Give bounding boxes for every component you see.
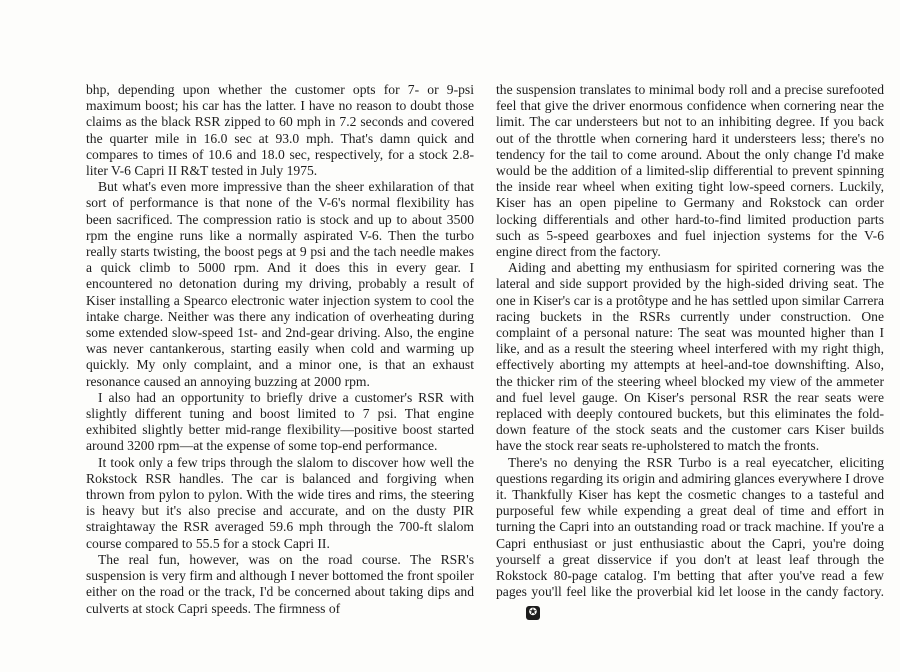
left-column — [86, 82, 474, 617]
paragraph: The real fun, however, was on the road course. The RSR's suspension is very firm and although I never bottomed the front spoiler either on the road or the track, I'd be concerned about taking dips and culverts at stock Capri speeds. The firmness of — [86, 551, 474, 616]
paragraph: But what's even more impressive than the sheer exhilaration of that sort of performance is that none of the V-6's normal flexibility has been sacrificed. The compression ratio is stock and up to about 3500 rpm the engine runs like a normally aspirated V-6. Then the turbo really starts twisting, the boost pegs at 9 psi and the tach needle makes a quick climb to 5000 rpm. And it does this in every gear. I encountered no detonation during my driving, probably a result of Kiser installing a Spearco electronic water injection system to cool the intake charge. Neither was there any indication of overheating during some extended slow-speed 1st- and 2nd-gear driving. Also, the engine was never cantankerous, starting easily when cold and warming up quickly. My only complaint, and a minor one, is that an exhaust resonance caused an annoying buzzing at 2000 rpm. — [86, 179, 474, 389]
right-column — [496, 82, 884, 620]
paragraph: I also had an opportunity to briefly drive a customer's RSR with slightly different tuning and boost limited to 7 psi. That engine exhibited slightly better mid-range flexibility—positive boost started around 3200 rpm—at the expense of some top-end performance. — [86, 389, 474, 454]
paragraph: It took only a few trips through the slalom to discover how well the Rokstock RSR handles. The car is balanced and forgiving when thrown from pylon to pylon. With the wide tires and rims, the steering is heavy but it's also precise and accurate, and on the dusty PIR straightaway the RSR averaged 59.6 mph through the 700-ft slalom course compared to 55.5 for a stock Capri II. — [86, 454, 474, 551]
paragraph-text: There's no denying the RSR Turbo is a real eyecatcher, eliciting questions regarding its origin and admiring glances everywhere I drove it. Thankfully Kiser has kept the cosmetic changes to a tasteful and purposeful few while expending a great deal of time and effort in turning the Capri into an outstanding road or track machine. If you're a Capri enthusiast or just enthusiastic about the Capri, you're doing yourself a great disservice if you don't at least leaf through the Rokstock 80-page catalog. I'm betting that after you've read a few pages you'll feel like the proverbial kid let loose in the candy factory. — [496, 454, 884, 600]
paragraph — [496, 455, 884, 620]
end-of-article-mark-icon: ✪ — [526, 606, 540, 620]
paragraph: the suspension translates to minimal body roll and a precise surefooted feel that give the driver enormous confidence when cornering near the limit. The car understeers but not to an inhibiting degree. If you back out of the throttle when cornering hard it understeers less; there's no tendency for the tail to come around. About the only change I'd make would be the addition of a limited-slip differential to prevent spinning the inside rear wheel when exiting tight low-speed corners. Luckily, Kiser has an open pipeline to Germany and Rokstock can order locking differentials and other hard-to-find limited production parts such as 5-speed gearboxes and fuel injection systems for the V-6 engine direct from the factory. — [496, 82, 884, 260]
paragraph: bhp, depending upon whether the customer opts for 7- or 9-psi maximum boost; his car has the latter. I have no reason to doubt those claims as the black RSR zipped to 60 mph in 7.2 seconds and covered the quarter mile in 16.0 sec at 93.0 mph. That's damn quick and compares to times of 10.6 and 18.0 sec, respectively, for a stock 2.8-liter V-6 Capri II R&T tested in July 1975. — [86, 82, 474, 179]
paragraph: Aiding and abetting my enthusiasm for spirited cornering was the lateral and side support provided by the high-sided driving seat. The one in Kiser's car is a protôtype and he has settled upon similar Carrera racing buckets in the RSRs currently under construction. One complaint of a personal nature: The seat was mounted higher than I like, and as a result the steering wheel interfered with my right thigh, effectively aborting my attempts at heel-and-toe downshifting. Also, the thicker rim of the steering wheel blocked my view of the ammeter and fuel level gauge. On Kiser's personal RSR the rear seats were replaced with deeply contoured buckets, but this eliminates the fold-down feature of the stock seats and the customer cars Kiser builds have the stock rear seats re-upholstered to match the fronts. — [496, 260, 884, 454]
